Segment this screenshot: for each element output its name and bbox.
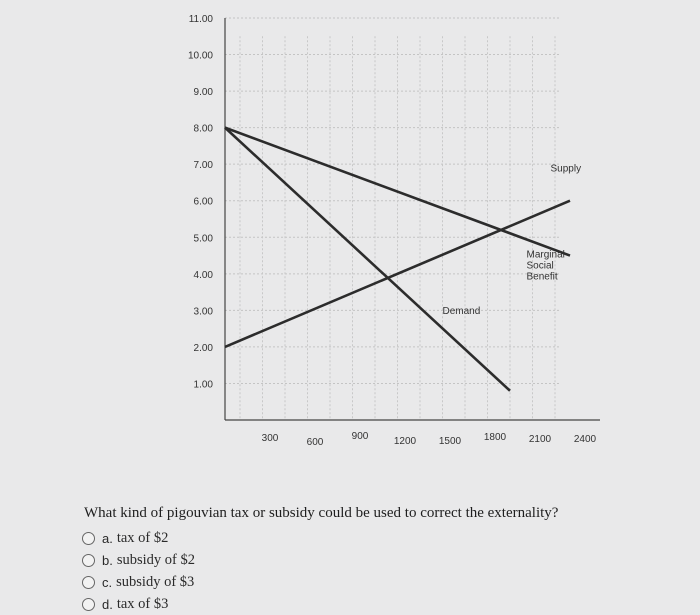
option-d[interactable]: [82, 593, 195, 615]
x-tick-label: 1200: [393, 436, 417, 447]
option-letter: a.: [102, 530, 113, 546]
chart-tick-labels: [188, 14, 597, 448]
radio-button[interactable]: [82, 598, 95, 611]
option-label: tax of $2: [116, 529, 169, 546]
y-tick-label: 7.00: [193, 160, 213, 172]
option-letter: d.: [102, 596, 113, 612]
y-tick-label: 2.00: [193, 342, 213, 354]
y-tick-label: 4.00: [193, 269, 213, 281]
y-tick-label: 1.00: [193, 379, 213, 391]
answer-options: [82, 527, 195, 615]
y-tick-label: 5.00: [193, 233, 213, 245]
x-tick-label: 1500: [438, 436, 462, 447]
x-tick-label: 300: [261, 433, 279, 444]
question-text: What kind of pigouvian tax or subsidy could be used to correct the externality?: [84, 505, 559, 521]
y-tick-label: 6.00: [193, 196, 213, 208]
option-label: tax of $3: [116, 595, 169, 612]
chart-curve-labels: [443, 163, 582, 317]
x-tick-label: 600: [306, 437, 324, 448]
y-tick-label: 9.00: [193, 87, 213, 99]
y-tick-label: 11.00: [188, 14, 213, 25]
option-letter: c.: [102, 574, 113, 590]
msb-label: Social: [526, 260, 554, 272]
option-label: subsidy of $2: [116, 551, 195, 568]
option-c[interactable]: [82, 571, 195, 593]
radio-button[interactable]: [82, 554, 95, 567]
option-b[interactable]: [82, 549, 195, 571]
x-tick-label: 1800: [483, 432, 507, 443]
option-a[interactable]: [82, 527, 195, 549]
x-tick-label: 2400: [573, 434, 597, 445]
chart-axes: [225, 18, 600, 420]
x-tick-label: 2100: [528, 434, 552, 445]
radio-button[interactable]: [82, 532, 95, 545]
y-tick-label: 3.00: [193, 306, 213, 318]
x-tick-label: 900: [351, 431, 369, 442]
chart-series: [225, 128, 570, 391]
y-tick-label: 10.00: [187, 50, 213, 62]
option-letter: b.: [102, 552, 113, 568]
msb-label: Marginal: [526, 249, 565, 261]
y-tick-label: 8.00: [193, 123, 213, 135]
radio-button[interactable]: [82, 576, 95, 589]
demand-label: Demand: [442, 306, 481, 318]
supply-label: Supply: [550, 163, 582, 175]
option-label: subsidy of $3: [116, 573, 195, 590]
msb-label: Benefit: [526, 271, 558, 283]
chart-grid: [225, 18, 560, 420]
series-line: [225, 128, 510, 391]
